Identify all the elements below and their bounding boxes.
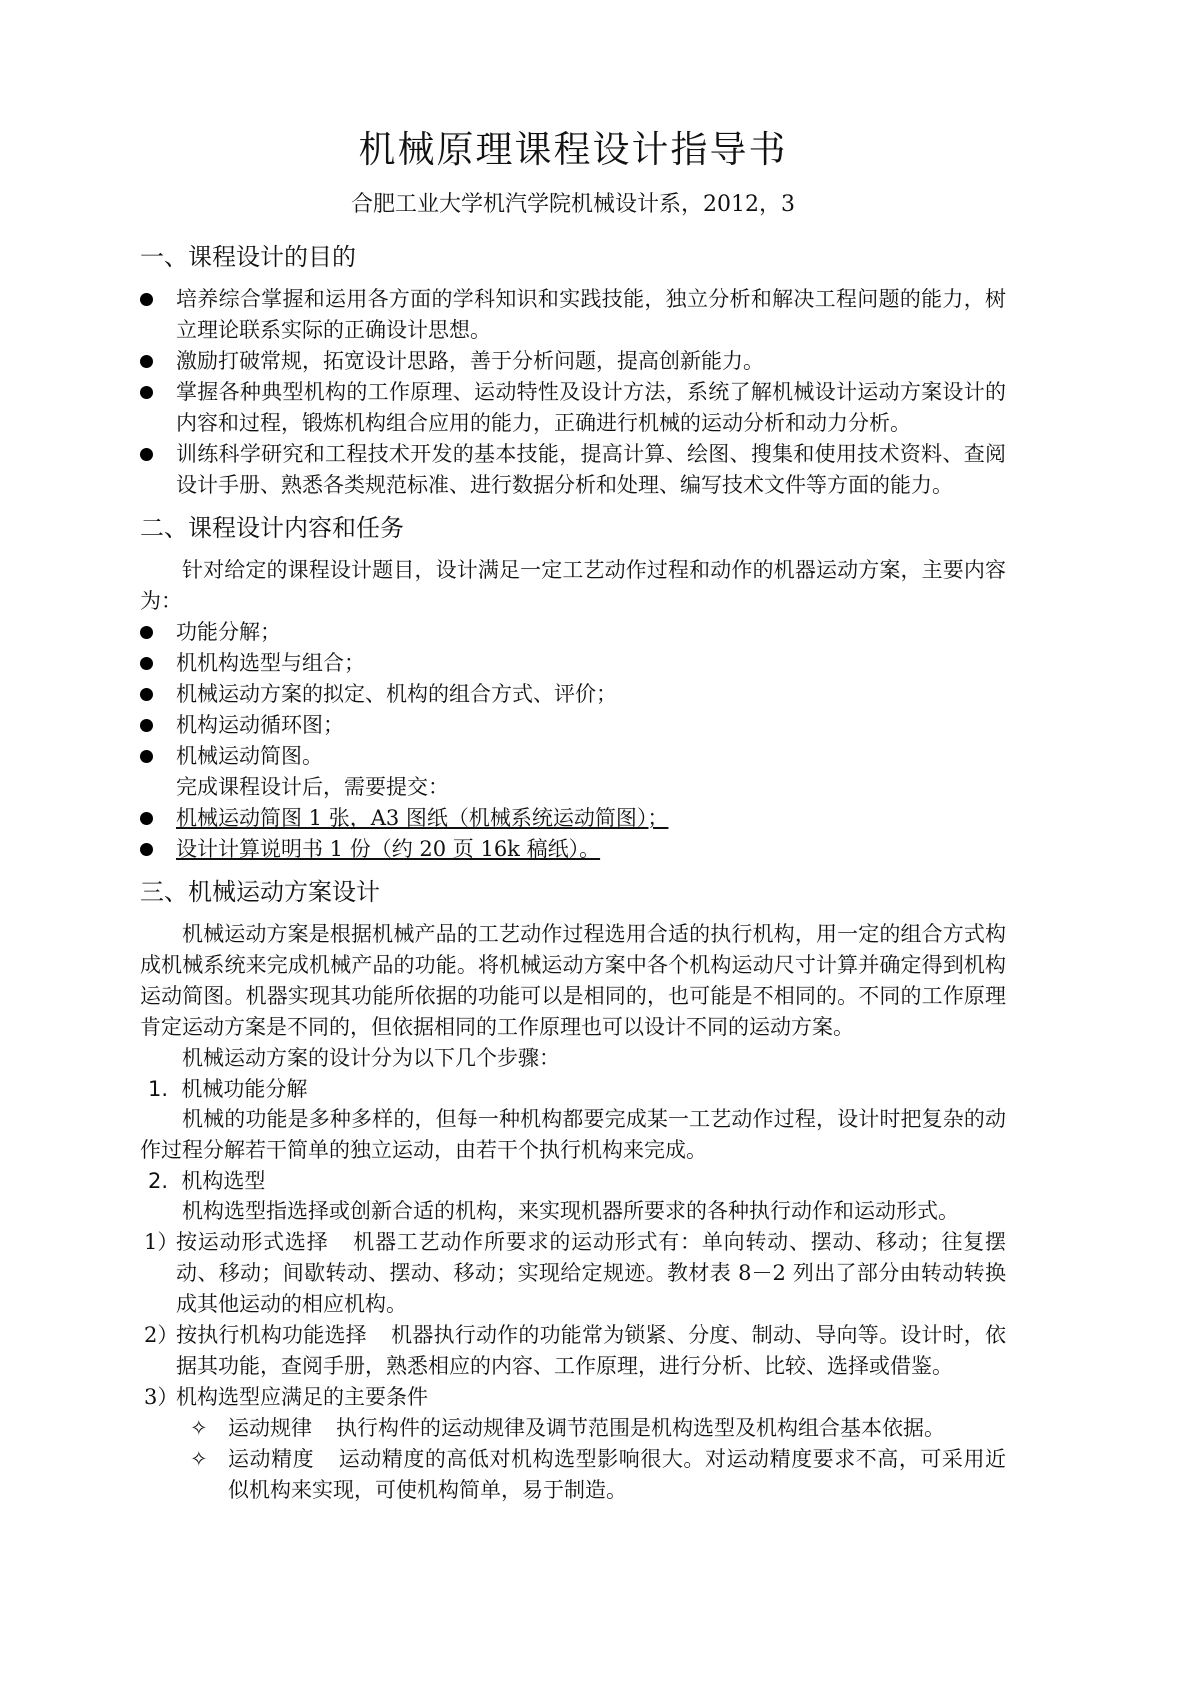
item-text: 机器执行动作的功能常为锁紧、分度、制动、导向等。设计时，依据其功能，查阅手册，熟悉相应的内容、工作原理，进行分析、比较、选择或借鉴。 <box>176 1323 1007 1378</box>
submit-list <box>140 803 1006 865</box>
step-number: 1. <box>148 1077 169 1101</box>
list-item-text: 掌握各种典型机构的工作原理、运动特性及设计方法，系统了解机械设计运动方案设计的内容和过程，锻炼机构组合应用的能力，正确进行机械的运动分析和动力分析。 <box>176 380 1006 435</box>
numbered-item <box>140 1320 1006 1382</box>
paragraph: 机械的功能是多种多样的，但每一种机构都要完成某一工艺动作过程，设计时把复杂的动作过程分解若干简单的独立运动，由若干个执行机构来完成。 <box>140 1107 1006 1162</box>
list-item-text: 机机构选型与组合； <box>176 651 365 675</box>
list-item <box>140 741 1006 772</box>
section-2-intro: 针对给定的课程设计题目，设计满足一定工艺动作过程和动作的机器运动方案，主要内容为： <box>140 558 1006 613</box>
bullet-icon <box>140 448 153 461</box>
item-text: 执行构件的运动规律及调节范围是机构选型及机构组合基本依据。 <box>336 1416 945 1440</box>
bullet-icon <box>140 355 153 368</box>
section-3-heading: 三、机械运动方案设计 <box>140 878 380 906</box>
list-item-text: 机械运动简图 1 张，A3 图纸（机械系统运动简图）； <box>176 806 669 830</box>
section-1-list <box>140 284 1006 501</box>
paragraph: 机械运动方案的设计分为以下几个步骤： <box>182 1046 560 1070</box>
item-number: 1） <box>144 1230 179 1254</box>
document-title: 机械原理课程设计指导书 <box>358 128 788 171</box>
list-item-text: 激励打破常规，拓宽设计思路，善于分析问题，提高创新能力。 <box>176 349 764 373</box>
list-item <box>140 617 1006 648</box>
submit-intro: 完成课程设计后，需要提交： <box>176 775 449 799</box>
paragraph: 机构选型指选择或创新合适的机构，来实现机器所要求的各种执行动作和运动形式。 <box>182 1199 959 1223</box>
list-item <box>140 284 1006 346</box>
list-item <box>140 648 1006 679</box>
list-item-text: 功能分解； <box>176 620 281 644</box>
list-item-text: 机械运动方案的拟定、机构的组合方式、评价； <box>176 682 617 706</box>
item-number: 2） <box>144 1323 179 1347</box>
condition-item <box>140 1444 1006 1506</box>
diamond-bullet-icon: ✧ <box>190 1447 208 1471</box>
item-lead: 运动规律 <box>228 1416 312 1440</box>
bullet-icon <box>140 719 153 732</box>
item-text: 机器工艺动作所要求的运动形式有：单向转动、摆动、移动；往复摆动、移动；间歇转动、摆动、移动；实现给定规迹。教材表 8－2 列出了部分由转动转换成其他运动的相应机构。 <box>176 1230 1007 1316</box>
section-2-heading: 二、课程设计内容和任务 <box>140 514 404 542</box>
section-1-heading: 一、课程设计的目的 <box>140 243 356 271</box>
item-text: 运动精度的高低对机构选型影响很大。对运动精度要求不高，可采用近似机构来实现，可使机构简单，易于制造。 <box>228 1447 1006 1502</box>
bullet-icon <box>140 657 153 670</box>
bullet-icon <box>140 750 153 763</box>
item-lead: 机构选型应满足的主要条件 <box>176 1385 428 1409</box>
step-title: 机械功能分解 <box>181 1077 308 1101</box>
document-page <box>140 120 1006 1506</box>
step-number: 2. <box>148 1169 169 1193</box>
list-item <box>140 803 1006 834</box>
list-item <box>140 710 1006 741</box>
diamond-bullet-icon: ✧ <box>190 1416 208 1440</box>
list-item-text: 机械运动简图。 <box>176 744 323 768</box>
item-lead: 按运动形式选择 <box>176 1230 329 1254</box>
list-item <box>140 679 1006 710</box>
document-subtitle: 合肥工业大学机汽学院机械设计系，2012，3 <box>351 192 795 217</box>
list-item <box>140 346 1006 377</box>
item-number: 3） <box>144 1385 179 1409</box>
bullet-icon <box>140 293 153 306</box>
numbered-item <box>140 1227 1006 1320</box>
list-item <box>140 377 1006 439</box>
bullet-icon <box>140 843 153 856</box>
bullet-icon <box>140 688 153 701</box>
list-item-text: 训练科学研究和工程技术开发的基本技能，提高计算、绘图、搜集和使用技术资料、查阅设计手册、熟悉各类规范标准、进行数据分析和处理、编写技术文件等方面的能力。 <box>176 442 1006 497</box>
list-item <box>140 439 1006 501</box>
list-item <box>140 834 1006 865</box>
step-1-heading <box>140 1074 1006 1104</box>
bullet-icon <box>140 386 153 399</box>
list-item-text: 机构运动循环图； <box>176 713 344 737</box>
bullet-icon <box>140 626 153 639</box>
item-lead: 按执行机构功能选择 <box>176 1323 367 1347</box>
bullet-icon <box>140 812 153 825</box>
step-title: 机构选型 <box>181 1169 266 1193</box>
list-item-text: 设计计算说明书 1 份（约 20 页 16k 稿纸）。 <box>176 837 601 861</box>
paragraph: 机械运动方案是根据机械产品的工艺动作过程选用合适的执行机构，用一定的组合方式构成机械系统来完成机械产品的功能。将机械运动方案中各个机构运动尺寸计算并确定得到机构运动简图。机器实现其功能所依据的功能可以是相同的，也可能是不相同的。不同的工作原理肯定运动方案是不同的，但依据相同的工作原理也可以设计不同的运动方案。 <box>140 922 1006 1039</box>
section-2-list <box>140 617 1006 772</box>
step-2-heading <box>140 1166 1006 1196</box>
list-item-text: 培养综合掌握和运用各方面的学科知识和实践技能，独立分析和解决工程问题的能力，树立理论联系实际的正确设计思想。 <box>176 287 1006 342</box>
item-lead: 运动精度 <box>228 1447 315 1471</box>
condition-item <box>140 1413 1006 1444</box>
numbered-item <box>140 1382 1006 1413</box>
